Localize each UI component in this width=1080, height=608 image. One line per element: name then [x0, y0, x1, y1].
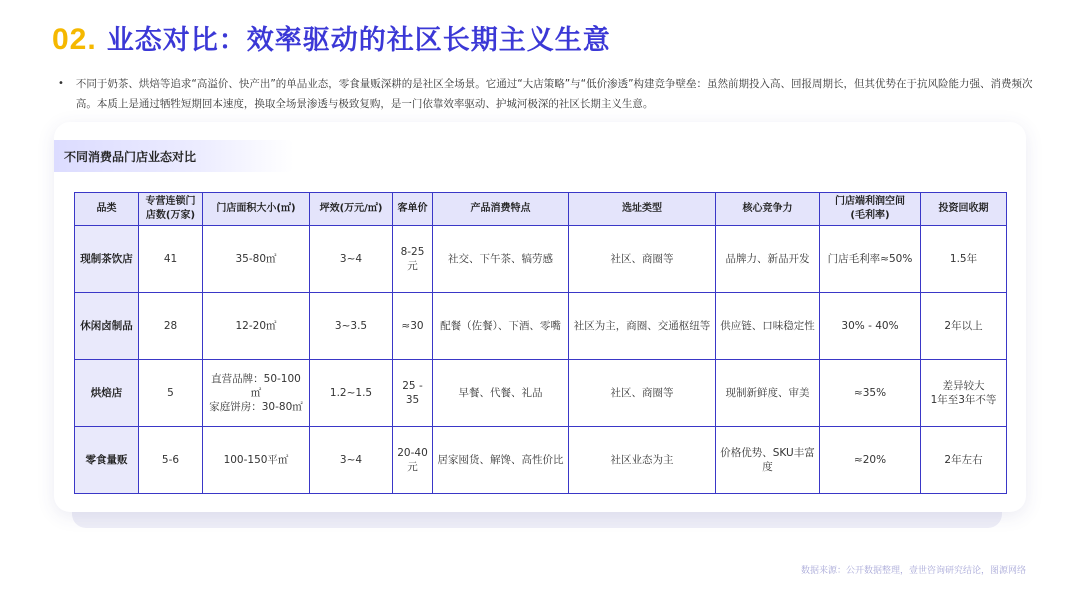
card-title: 不同消费品门店业态对比 [54, 140, 294, 172]
table-row [75, 427, 1007, 494]
cell-line: 差异较大 [942, 380, 985, 392]
page-title: 业态对比：效率驱动的社区长期主义生意 [106, 25, 611, 56]
cell-line: 供应链、口味稳定性 [720, 320, 815, 332]
table-cell [921, 293, 1007, 360]
table-cell: 41 [139, 226, 203, 293]
table-cell [203, 427, 310, 494]
cell-line: 元 [407, 461, 418, 473]
table-cell [921, 427, 1007, 494]
cell-line: 12-20㎡ [235, 320, 277, 332]
table-cell: 社区、商圈等 [569, 360, 716, 427]
row-category-cell: 休闲卤制品 [75, 293, 139, 360]
column-header: 产品消费特点 [433, 193, 569, 226]
row-category-cell: 现制茶饮店 [75, 226, 139, 293]
column-header: 品类 [75, 193, 139, 226]
column-header [820, 193, 921, 226]
table-cell [203, 226, 310, 293]
table-cell: 28 [139, 293, 203, 360]
column-header: 坪效(万元/㎡) [310, 193, 393, 226]
cell-line: 品牌力、新品开发 [725, 253, 810, 265]
page-title-row [52, 18, 611, 57]
intro-text: 不同于奶茶、烘焙等追求“高溢价、快产出”的单品业态，零食量贩深耕的是社区全场景。它通过“大店策略”与“低价渗透”构建竞争壁垒：虽然前期投入高、回报周期长，但其优势在于抗风险能力强、消费频次高。本质上是通过牺牲短期回本速度，换取全场景渗透与极致复购，是一门依靠效率驱动、护城河极深的社区长期主义生意。 [75, 78, 1033, 110]
cell-line: 1.5年 [949, 253, 978, 265]
table-cell: 3~3.5 [310, 293, 393, 360]
table-cell [393, 293, 433, 360]
table-cell: 门店毛利率≈50% [820, 226, 921, 293]
table-cell [716, 360, 820, 427]
cell-line: 门店端利润空间 [835, 196, 905, 207]
column-header: 投资回收期 [921, 193, 1007, 226]
cell-line: 20-40 [397, 447, 428, 459]
bullet-marker: • [58, 78, 64, 89]
comparison-table [74, 192, 1007, 494]
table-cell [716, 226, 820, 293]
table-row [75, 293, 1007, 360]
cell-line: 35-80㎡ [235, 253, 277, 265]
cell-line: 直营品牌：50-100㎡ [211, 373, 301, 399]
table-cell: ≈35% [820, 360, 921, 427]
table-cell [393, 226, 433, 293]
table-row [75, 226, 1007, 293]
column-header: 核心竞争力 [716, 193, 820, 226]
table-cell: 居家囤货、解馋、高性价比 [433, 427, 569, 494]
row-category-cell: 零食量贩 [75, 427, 139, 494]
intro-paragraph [58, 74, 1038, 114]
cell-line: 25 - 35 [402, 380, 423, 406]
table-cell [716, 293, 820, 360]
table-cell: 1.2~1.5 [310, 360, 393, 427]
cell-line: 店数(万家) [145, 210, 196, 221]
section-number: 02. [52, 23, 97, 56]
table-cell [716, 427, 820, 494]
table-cell [921, 360, 1007, 427]
cell-line: 现制新鲜度、审美 [725, 387, 810, 399]
column-header: 门店面积大小(㎡) [203, 193, 310, 226]
table-cell [393, 427, 433, 494]
table-cell: 3~4 [310, 427, 393, 494]
table-cell: 5-6 [139, 427, 203, 494]
table-body [75, 226, 1007, 494]
table-cell [203, 293, 310, 360]
cell-line: 100-150平㎡ [223, 454, 289, 466]
table-cell [203, 360, 310, 427]
cell-line: 度 [762, 461, 773, 473]
table-cell: ≈20% [820, 427, 921, 494]
cell-line: 专营连锁门 [145, 196, 196, 207]
table-cell: 30% - 40% [820, 293, 921, 360]
column-header: 选址类型 [569, 193, 716, 226]
cell-line: (毛利率) [850, 210, 890, 221]
cell-line: 价格优势、SKU丰富 [720, 447, 815, 459]
cell-line: 8-25元 [400, 246, 425, 272]
table-cell: 早餐、代餐、礼品 [433, 360, 569, 427]
table-cell: 社区为主，商圈、交通枢纽等 [569, 293, 716, 360]
table-cell: 社交、下午茶、犒劳感 [433, 226, 569, 293]
column-header: 客单价 [393, 193, 433, 226]
table-cell: 5 [139, 360, 203, 427]
table-header-row [75, 193, 1007, 226]
table-cell: 3~4 [310, 226, 393, 293]
cell-line: ≈30 [401, 320, 424, 332]
table-cell: 社区、商圈等 [569, 226, 716, 293]
column-header [139, 193, 203, 226]
table-row [75, 360, 1007, 427]
table-cell [393, 360, 433, 427]
comparison-card [54, 122, 1026, 512]
cell-line: 2年以上 [944, 320, 983, 332]
table-cell: 社区业态为主 [569, 427, 716, 494]
cell-line: 2年左右 [944, 454, 983, 466]
table-cell: 配餐（佐餐）、下酒、零嘴 [433, 293, 569, 360]
table-cell [921, 226, 1007, 293]
row-category-cell: 烘焙店 [75, 360, 139, 427]
cell-line: 家庭饼房：30-80㎡ [209, 401, 303, 413]
cell-line: 1年至3年不等 [930, 394, 997, 406]
source-note: 数据来源：公开数据整理，壹世咨询研究结论，图源网络 [800, 566, 1026, 576]
